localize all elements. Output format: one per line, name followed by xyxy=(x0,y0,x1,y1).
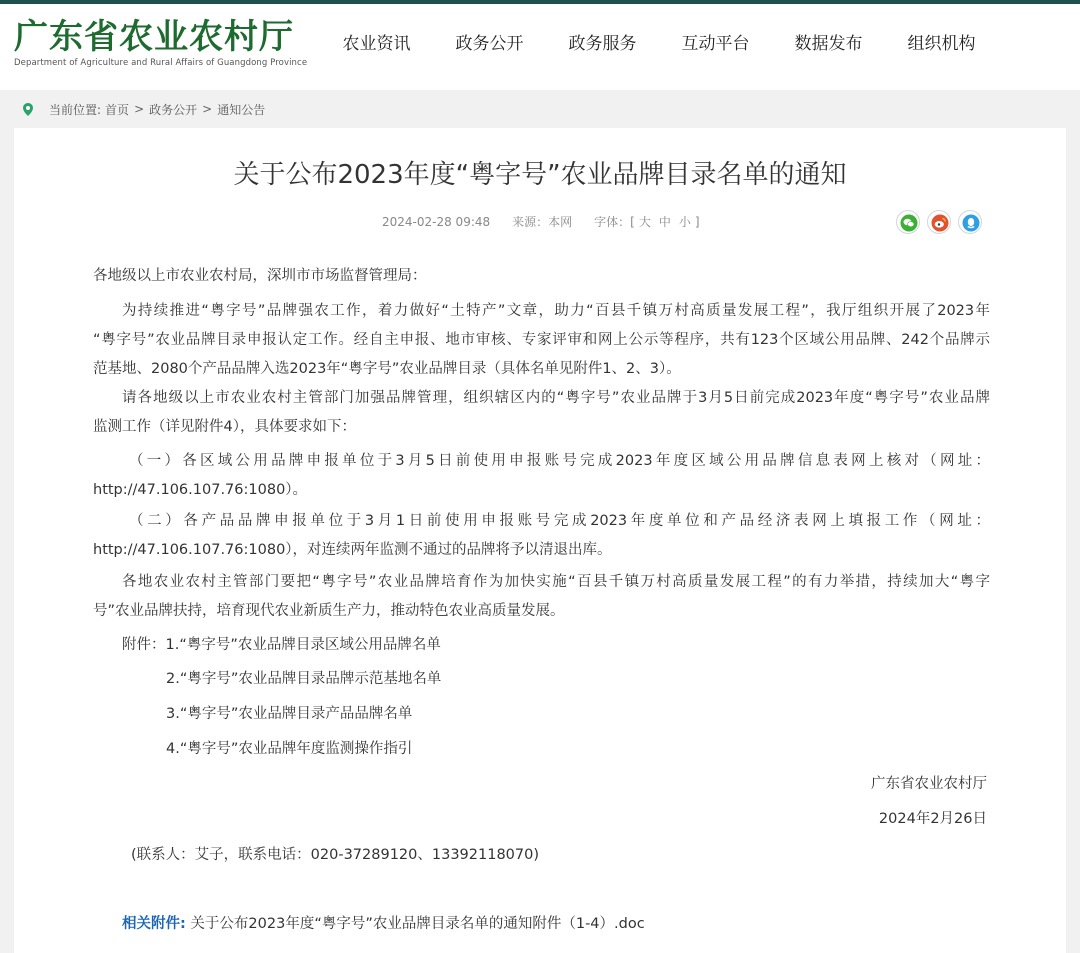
share-weibo-button[interactable] xyxy=(927,210,951,234)
article-meta xyxy=(382,213,700,230)
contact-info: (联系人：艾子，联系电话：020-37289120、13392118070) xyxy=(131,847,540,863)
font-size-label: 字体：[ xyxy=(594,215,635,229)
breadcrumb-label: 当前位置: xyxy=(49,102,102,117)
attachment-item: 4.“粤字号”农业品牌年度监测操作指引 xyxy=(166,741,413,757)
font-size-large[interactable]: 大 xyxy=(638,215,651,229)
breadcrumb-section[interactable]: 政务公开 xyxy=(149,102,198,117)
nav-item-organization[interactable]: 组织机构 xyxy=(907,34,976,54)
logo-chinese-name: 广东省农业农村厅 xyxy=(14,17,294,57)
font-size-bracket: ] xyxy=(694,214,700,229)
paragraph-1-line-3: 范基地、2080个产品品牌入选2023年“粤字号”农业品牌目录（具体名单见附件1、2、3）。 xyxy=(93,361,681,377)
breadcrumb-separator: > xyxy=(202,102,213,116)
paragraph-4-line-1: （二）各产品品牌申报单位于3月1日前使用申报账号完成2023年度单位和产品经济表网上填报工作（网址： xyxy=(129,513,990,529)
paragraph-3-line-1: （一）各区域公用品牌申报单位于3月5日前使用申报账号完成2023年度区域公用品牌信息表网上核对（网址： xyxy=(129,453,990,469)
paragraph-2-line-1: 请各地级以上市农业农村主管部门加强品牌管理，组织辖区内的“粤字号”农业品牌于3月5日前完成2023年度“粤字号”农业品牌 xyxy=(122,390,990,406)
paragraph-2-line-2: 监测工作（详见附件4），具体要求如下： xyxy=(93,419,356,435)
nav-item-news[interactable]: 农业资讯 xyxy=(342,34,411,54)
signature-date: 2024年2月26日 xyxy=(878,811,987,827)
breadcrumb xyxy=(49,100,265,118)
paragraph-5-line-1: 各地农业农村主管部门要把“粤字号”农业品牌培育作为加快实施“百县千镇万村高质量发展工程”的有力举措，持续加大“粤字 xyxy=(122,574,990,590)
breadcrumb-current[interactable]: 通知公告 xyxy=(217,102,266,117)
logo-english-name: Department of Agriculture and Rural Affairs of Guangdong Province xyxy=(14,58,308,68)
nav-item-interaction[interactable]: 互动平台 xyxy=(681,34,750,54)
salutation: 各地级以上市农业农村局，深圳市市场监督管理局： xyxy=(93,268,427,284)
qq-icon xyxy=(962,214,980,232)
signature-org: 广东省农业农村厅 xyxy=(871,776,987,792)
related-attachment-label: 相关附件: xyxy=(122,916,186,932)
publish-date: 2024-02-28 09:48 xyxy=(382,214,491,229)
paragraph-5-line-2: 号”农业品牌扶持，培育现代农业新质生产力，推动特色农业高质量发展。 xyxy=(93,603,565,619)
font-size-medium[interactable]: 中 xyxy=(658,215,671,229)
paragraph-1-line-1: 为持续推进“粤字号”品牌强农工作，着力做好“土特产”文章，助力“百县千镇万村高质量发展工程”，我厅组织开展了2023年 xyxy=(122,303,990,319)
breadcrumb-home[interactable]: 首页 xyxy=(105,102,130,117)
attachment-item: 附件：1.“粤字号”农业品牌目录区域公用品牌名单 xyxy=(122,637,441,653)
related-attachment-link[interactable]: 关于公布2023年度“粤字号”农业品牌目录名单的通知附件（1-4）.doc xyxy=(190,916,645,932)
site-logo[interactable] xyxy=(14,17,308,70)
share-wechat-button[interactable] xyxy=(896,210,920,234)
nav-item-gov-affairs[interactable]: 政务公开 xyxy=(455,34,524,54)
nav-item-data[interactable]: 数据发布 xyxy=(794,34,863,54)
paragraph-4-line-2: http://47.106.107.76:1080），对连续两年监测不通过的品牌将予以清退出库。 xyxy=(93,542,612,558)
wechat-icon xyxy=(900,214,918,232)
attachment-item: 3.“粤字号”农业品牌目录产品品牌名单 xyxy=(166,706,413,722)
paragraph-1-line-2: “粤字号”农业品牌目录申报认定工作。经自主申报、地市审核、专家评审和网上公示等程序，共有123个区域公用品牌、242个品牌示 xyxy=(93,332,990,348)
share-qq-button[interactable] xyxy=(958,210,982,234)
location-pin-icon xyxy=(23,103,33,116)
weibo-icon xyxy=(931,214,949,232)
related-attachment xyxy=(122,910,645,939)
main-nav xyxy=(320,32,998,56)
paragraph-3-line-2: http://47.106.107.76:1080）。 xyxy=(93,482,308,498)
nav-item-services[interactable]: 政务服务 xyxy=(568,34,637,54)
breadcrumb-separator: > xyxy=(134,102,145,116)
article-title: 关于公布2023年度“粤字号”农业品牌目录名单的通知 xyxy=(233,160,847,190)
article-source: 来源：本网 xyxy=(512,215,573,229)
font-size-small[interactable]: 小 xyxy=(678,215,691,229)
attachment-item: 2.“粤字号”农业品牌目录品牌示范基地名单 xyxy=(166,671,442,687)
site-header xyxy=(0,4,1080,82)
